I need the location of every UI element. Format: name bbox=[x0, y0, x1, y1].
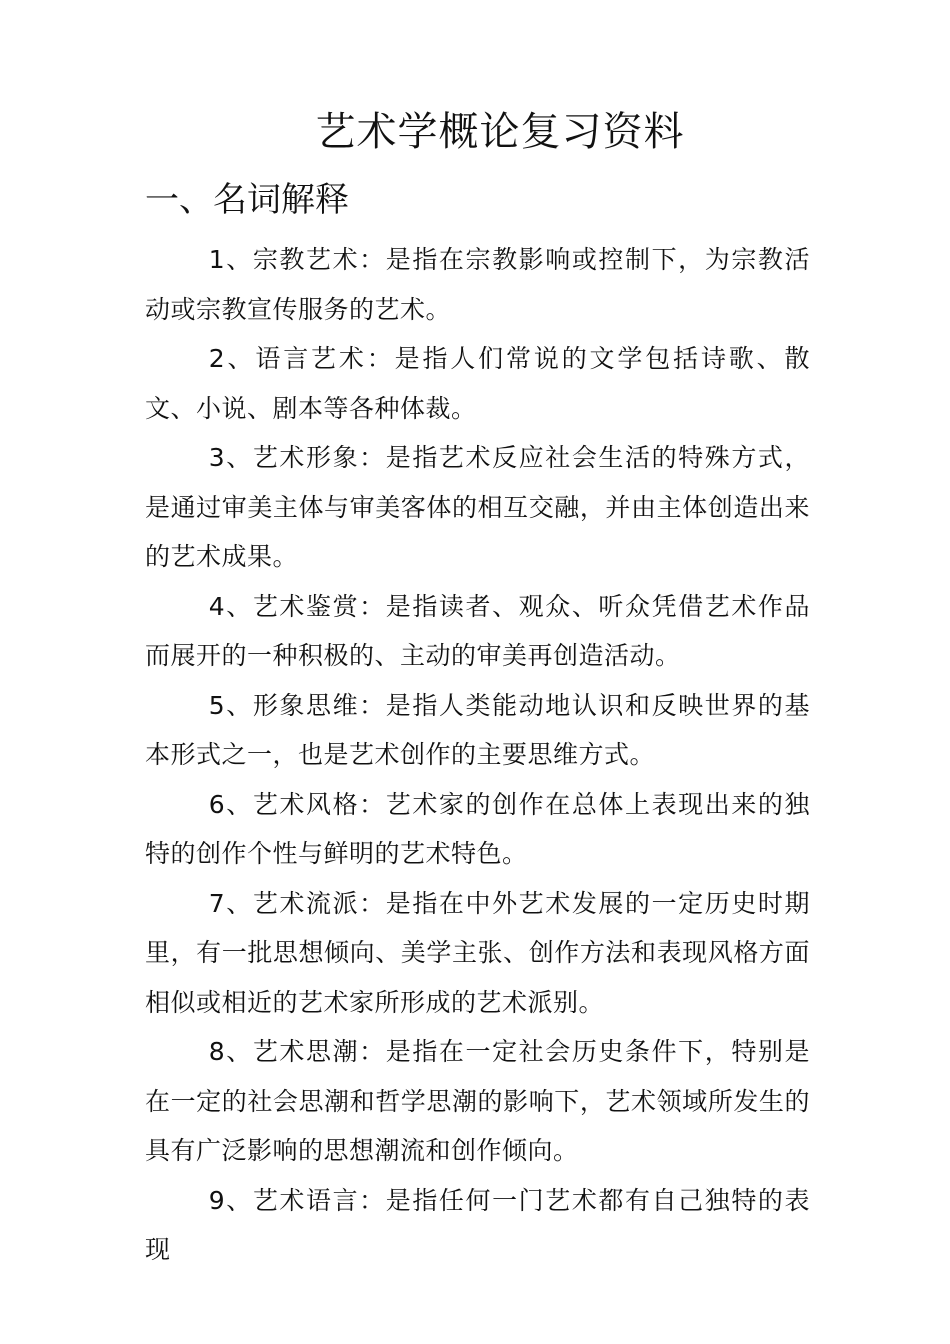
document-title: 艺术学概论复习资料 bbox=[315, 109, 685, 155]
definition-paragraph: 2、语言艺术：是指人们常说的文学包括诗歌、散文、小说、剧本等各种体裁。 bbox=[145, 344, 810, 423]
definition-paragraph: 8、艺术思潮：是指在一定社会历史条件下，特别是在一定的社会思潮和哲学思潮的影响下，艺术领域所发生的具有广泛影响的思想潮流和创作倾向。 bbox=[145, 1037, 810, 1165]
definition-paragraph: 3、艺术形象：是指艺术反应社会生活的特殊方式，是通过审美主体与审美客体的相互交融，并由主体创造出来的艺术成果。 bbox=[145, 443, 810, 571]
definition-paragraph: 5、形象思维：是指人类能动地认识和反映世界的基本形式之一，也是艺术创作的主要思维方式。 bbox=[145, 690, 810, 769]
definition-paragraph: 4、艺术鉴赏：是指读者、观众、听众凭借艺术作品而展开的一种积极的、主动的审美再创造活动。 bbox=[145, 591, 810, 670]
definition-paragraph: 1、宗教艺术：是指在宗教影响或控制下，为宗教活动或宗教宣传服务的艺术。 bbox=[145, 245, 810, 324]
definition-paragraph: 7、艺术流派：是指在中外艺术发展的一定历史时期里，有一批思想倾向、美学主张、创作方法和表现风格方面相似或相近的艺术家所形成的艺术派别。 bbox=[145, 888, 810, 1017]
definition-paragraph: 6、艺术风格：艺术家的创作在总体上表现出来的独特的创作个性与鲜明的艺术特色。 bbox=[145, 789, 810, 868]
definition-paragraph: 9、艺术语言：是指任何一门艺术都有自己独特的表现 bbox=[145, 1185, 810, 1264]
definition-list bbox=[145, 235, 810, 1275]
section-heading: 一、名词解释 bbox=[145, 180, 349, 220]
